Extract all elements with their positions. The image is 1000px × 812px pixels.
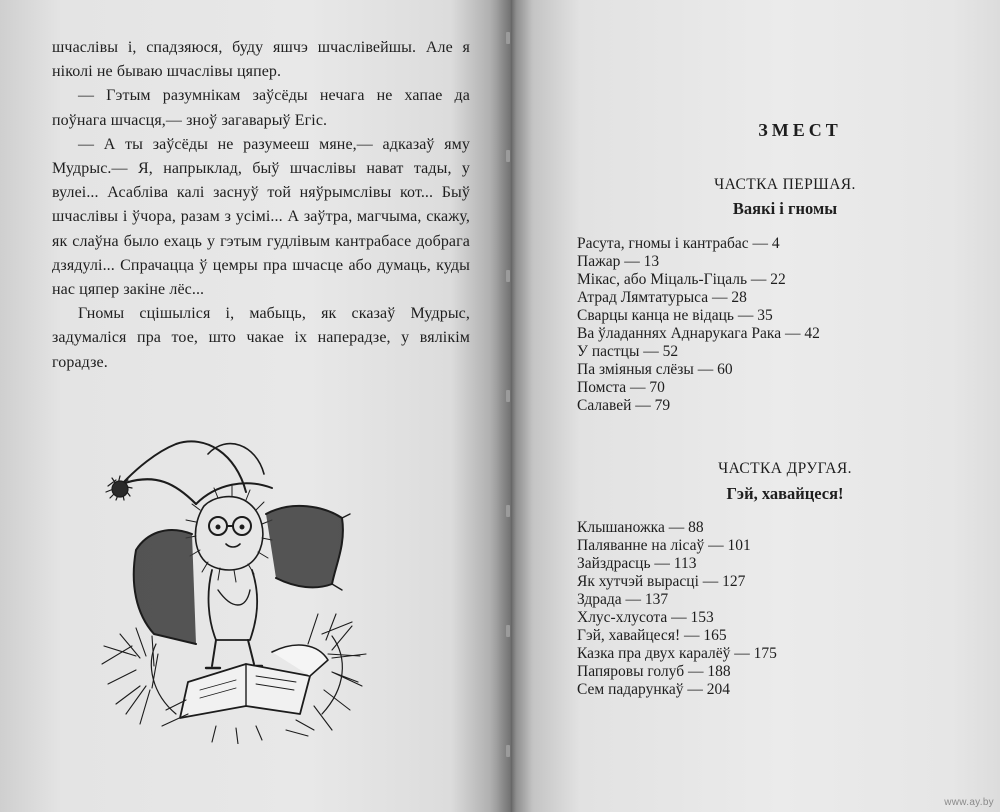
story-text — [52, 36, 470, 375]
story-paragraph: — Гэтым разумнікам заўсёды нечага не хапае да поўнага шчасця,— зноў загаварыў Егіс. — [52, 87, 470, 129]
story-paragraph: Гномы сцішыліся і, мабыць, як сказаў Мудрыс, задумаліся пра тое, што чакае іх наперадзе, у вялікім горадзе. — [52, 305, 470, 371]
part-two-title: ЧАСТКА ДРУГАЯ. — [718, 460, 852, 477]
toc-entry: Зайздрасць — 113 — [577, 555, 697, 572]
site-watermark: www.ay.by — [944, 797, 994, 808]
toc-entry: Здрада — 137 — [577, 591, 669, 608]
toc-entry: Расута, гномы і кантрабас — 4 — [577, 235, 780, 252]
part-two-subtitle: Гэй, хавайцеся! — [726, 484, 844, 503]
toc-entry: У пастцы — 52 — [577, 343, 679, 360]
toc-entry: Клышаножка — 88 — [577, 519, 704, 536]
toc-entry: Мікас, або Міцаль-Гіцаль — 22 — [577, 271, 786, 288]
story-paragraph: — А ты заўсёды не разумееш мяне,— адказаў яму Мудрыс.— Я, напрыклад, быў шчаслівы нават тады, у вулеі... Асабліва калі заснуў той няўрымслівы кот... Быў шчаслівы і ўчора, разам з усімі... А заўтра, магчыма, скажу, як слаўна было ехаць у гэтым гудлівым кантрабасе добрага дзядулі... Спрачацца ў цемры пра шчасце або думаць, куды нас цяпер закіне лёс... — [52, 135, 470, 299]
binding-stitch — [506, 505, 510, 517]
binding-stitch — [506, 625, 510, 637]
toc-heading: ЗМЕСТ — [758, 120, 842, 140]
part-one-contents — [577, 235, 897, 415]
toc-entry: Сварцы канца не відаць — 35 — [577, 307, 773, 324]
toc-entry: Казка пра двух каралёў — 175 — [577, 645, 777, 662]
toc-entry: Помста — 70 — [577, 379, 665, 396]
toc-entry: Пажар — 13 — [577, 253, 660, 270]
binding-stitch — [506, 745, 510, 757]
toc-entry: Салавей — 79 — [577, 397, 671, 414]
binding-stitch — [506, 270, 510, 282]
part-two-contents — [577, 519, 897, 699]
binding-stitch — [506, 32, 510, 44]
gnome-illustration — [96, 414, 386, 744]
binding-stitch — [506, 390, 510, 402]
part-one-subtitle: Ваякі і гномы — [732, 199, 838, 218]
toc-entry: Ва ўладаннях Аднарукага Рака — 42 — [577, 325, 820, 342]
toc-entry: Па зміяныя слёзы — 60 — [577, 361, 733, 378]
toc-entry: Гэй, хавайцеся! — 165 — [577, 627, 727, 644]
binding-stitch — [506, 150, 510, 162]
toc-entry: Папяровы голуб — 188 — [577, 663, 731, 680]
story-paragraph: шчаслівы і, спадзяюся, буду яшчэ шчаслівейшы. Але я ніколі не бываю шчаслівы цяпер. — [52, 39, 470, 81]
toc-entry: Атрад Лямтатурыса — 28 — [577, 289, 747, 306]
toc-entry: Паляванне на лісаў — 101 — [577, 537, 751, 554]
part-one-title: ЧАСТКА ПЕРШАЯ. — [714, 176, 856, 193]
toc-entry: Як хутчэй вырасці — 127 — [577, 573, 746, 590]
toc-entry: Сем падарункаў — 204 — [577, 681, 731, 698]
toc-entry: Хлус-хлусота — 153 — [577, 609, 714, 626]
